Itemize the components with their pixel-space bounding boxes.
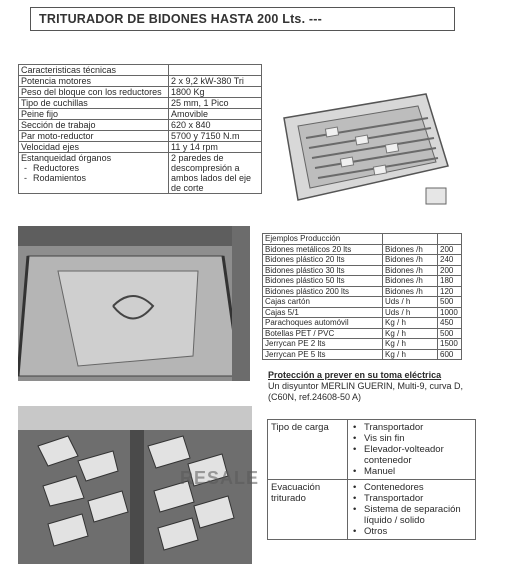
quantity-cell: 200 <box>438 244 462 255</box>
table-row <box>263 349 462 360</box>
protection-heading: Protección a prever en su toma eléctrica <box>268 370 442 380</box>
table-row <box>263 339 462 350</box>
product-cell: Bidones plástico 30 lts <box>263 265 383 276</box>
production-table <box>262 233 462 360</box>
photo-hopper <box>18 226 250 381</box>
quantity-cell: 500 <box>438 297 462 308</box>
specs-header: Caracteristicas técnicas <box>19 65 169 76</box>
table-row <box>263 276 462 287</box>
spec-value: 2 paredes de descompresión a ambos lados del eje de corte <box>169 153 262 194</box>
spec-key: Potencia motores <box>19 76 169 87</box>
table-row <box>263 318 462 329</box>
table-row <box>263 328 462 339</box>
unit-cell: Bidones /h <box>383 244 438 255</box>
list-item: • Sistema de separación líquido / solido <box>351 504 472 526</box>
spec-value: 11 y 14 rpm <box>169 142 262 153</box>
list-item: • Vis sin fin <box>351 433 472 444</box>
quantity-cell: 1500 <box>438 339 462 350</box>
spec-key: Sección de trabajo <box>19 120 169 131</box>
table-row <box>263 286 462 297</box>
spec-key: Par moto-reductor <box>19 131 169 142</box>
loading-table <box>267 419 476 540</box>
quantity-cell: 240 <box>438 255 462 266</box>
unit-cell: Kg / h <box>383 339 438 350</box>
protection-text: Un disyuntor MERLIN GUERIN, Multi-9, curva D, (C60N, ref.24608-50 A) <box>268 381 464 402</box>
unit-cell: Bidones /h <box>383 265 438 276</box>
page-title: TRITURADOR DE BIDONES HASTA 200 Lts. --- <box>39 12 323 26</box>
spec-key-estanqueidad <box>19 153 169 194</box>
product-cell: Cajas 5/1 <box>263 307 383 318</box>
list-item: • Otros <box>351 526 472 537</box>
table-row <box>263 265 462 276</box>
spec-value: 5700 y 7150 N.m <box>169 131 262 142</box>
product-cell: Parachoques automóvil <box>263 318 383 329</box>
product-cell: Bidones plástico 20 lts <box>263 255 383 266</box>
product-cell: Bidones plástico 200 lts <box>263 286 383 297</box>
spec-key-label: Estanqueidad órganos <box>21 153 112 163</box>
specs-header-blank <box>169 65 262 76</box>
quantity-cell: 200 <box>438 265 462 276</box>
quantity-cell: 600 <box>438 349 462 360</box>
list-item: • Transportador <box>351 493 472 504</box>
spec-key: Peso del bloque con los reductores <box>19 87 169 98</box>
spec-key: Tipo de cuchillas <box>19 98 169 109</box>
quantity-cell: 1000 <box>438 307 462 318</box>
evacuacion-label: Evacuación triturado <box>268 480 348 540</box>
spec-key: Peine fijo <box>19 109 169 120</box>
spec-value: 620 x 840 <box>169 120 262 131</box>
unit-cell: Uds / h <box>383 307 438 318</box>
spec-value: 1800 Kg <box>169 87 262 98</box>
quantity-cell: 180 <box>438 276 462 287</box>
list-item: • Manuel <box>351 466 472 477</box>
product-cell: Botellas PET / PVC <box>263 328 383 339</box>
list-item: - Rodamientos <box>21 173 166 183</box>
evacuacion-options <box>348 480 476 540</box>
product-cell: Jerrycan PE 5 lts <box>263 349 383 360</box>
product-cell: Jerrycan PE 2 lts <box>263 339 383 350</box>
table-row <box>263 307 462 318</box>
unit-cell: Kg / h <box>383 318 438 329</box>
table-row <box>263 255 462 266</box>
unit-cell: Kg / h <box>383 328 438 339</box>
protection-block <box>268 370 473 403</box>
list-item: • Transportador <box>351 422 472 433</box>
production-header: Ejemplos Producción <box>263 234 383 245</box>
carga-label: Tipo de carga <box>268 420 348 480</box>
unit-cell: Bidones /h <box>383 286 438 297</box>
quantity-cell: 120 <box>438 286 462 297</box>
watermark-logo: RESALE <box>180 468 260 488</box>
production-header-blank <box>438 234 462 245</box>
title-box <box>30 7 455 31</box>
spec-key: Velocidad ejes <box>19 142 169 153</box>
production-header-blank <box>383 234 438 245</box>
product-cell: Cajas cartón <box>263 297 383 308</box>
product-cell: Bidones plástico 50 lts <box>263 276 383 287</box>
table-row <box>263 297 462 308</box>
unit-cell: Bidones /h <box>383 276 438 287</box>
quantity-cell: 450 <box>438 318 462 329</box>
spec-value: 25 mm, 1 Pico <box>169 98 262 109</box>
list-item: - Reductores <box>21 163 166 173</box>
spec-value: Amovible <box>169 109 262 120</box>
estanqueidad-list <box>21 163 166 183</box>
specs-table <box>18 64 262 194</box>
unit-cell: Uds / h <box>383 297 438 308</box>
unit-cell: Kg / h <box>383 349 438 360</box>
unit-cell: Bidones /h <box>383 255 438 266</box>
photo-shredder-top <box>276 88 454 213</box>
product-cell: Bidones metálicos 20 lts <box>263 244 383 255</box>
table-row <box>263 244 462 255</box>
hopper-image <box>18 226 250 381</box>
list-item: • Contenedores <box>351 482 472 493</box>
quantity-cell: 500 <box>438 328 462 339</box>
spec-value: 2 x 9,2 kW-380 Tri <box>169 76 262 87</box>
list-item: • Elevador-volteador contenedor <box>351 444 472 466</box>
shredder-top-image <box>276 88 454 213</box>
carga-options <box>348 420 476 480</box>
